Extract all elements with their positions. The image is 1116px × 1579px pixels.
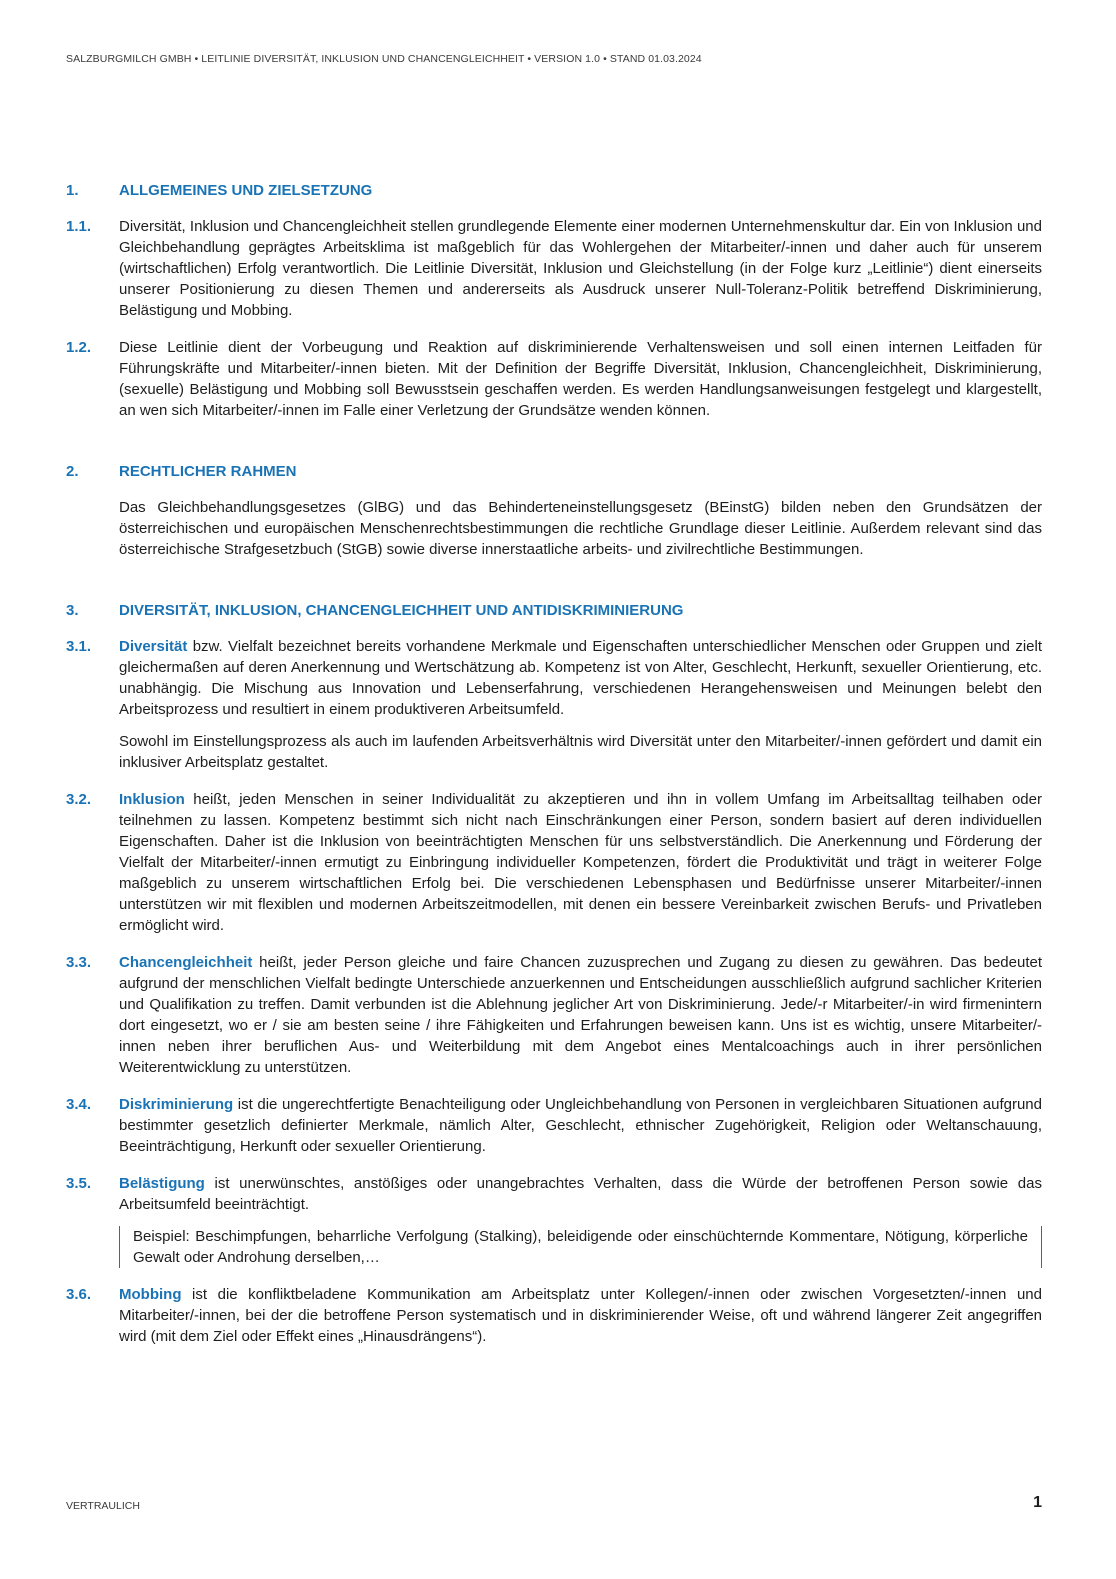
paragraph-1-2 (66, 337, 1042, 421)
paragraph-number: 3.1. (66, 638, 92, 655)
paragraph-extra-text: Sowohl im Einstellungsprozess als auch im laufenden Arbeitsverhältnis wird Diversität unter den Mitarbeiter/-innen gefördert und damit ein inklusiver Arbeitsplatz gestaltet. (119, 733, 1042, 771)
section-2 (66, 461, 1042, 560)
term-inklusion: Inklusion (119, 791, 185, 808)
paragraph-text: Diversität, Inklusion und Chancengleichheit stellen grundlegende Elemente einer modernen Unternehmenskultur dar. Ein von Inklusion und Gleichbehandlung geprägtes Arbeitsklima ist maßgeblich für das Wohlergehen der Mitarbeiter/-innen und daher auch für unserem (wirtschaftlichen) Erfolg verantwortlich. Die Leitlinie Diversität, Inklusion und Gleichstellung (in der Folge kurz „Leitlinie“) dient einerseits unserer Positionierung zu diesen Themen und andererseits als Ausdruck unserer Null-Toleranz-Politik betreffend Diskriminierung, Belästigung und Mobbing. (119, 218, 1042, 319)
section-number: 3. (66, 602, 79, 619)
term-chancengleichheit: Chancengleichheit (119, 954, 253, 971)
paragraph-text (119, 1173, 1042, 1215)
paragraph-3-3 (66, 952, 1042, 1078)
paragraph-text (119, 789, 1042, 936)
section-heading (66, 461, 1042, 483)
paragraph-text (119, 952, 1042, 1078)
section-title: DIVERSITÄT, INKLUSION, CHANCENGLEICHHEIT UND ANTIDISKRIMINIERUNG (119, 602, 684, 619)
paragraph-text: Das Gleichbehandlungsgesetzes (GlBG) und das Behinderteneinstellungsgesetz (BEinstG) bilden neben den Grundsätzen der österreichischen und europäischen Menschenrechtsbestimmungen die rechtliche Grundlage dieser Leitlinie. Außerdem relevant sind das österreichische Strafgesetzbuch (StGB) sowie diverse innerstaatliche arbeits- und zivilrechtliche Bestimmungen. (119, 499, 1042, 558)
paragraph-number: 3.2. (66, 791, 92, 808)
page-number: 1 (1033, 1494, 1042, 1511)
definition-text: heißt, jeden Menschen in seiner Individualität zu akzeptieren und ihn in vollem Umfang im Arbeitsalltag teilhaben oder teilnehmen zu lassen. Kompetenz bestimmt sich nicht nach Einschränkungen einer Person, sondern basiert auf deren individuellen Eigenschaften. Daher ist die Inklusion von beeinträchtigten Menschen für uns selbstverständlich. Die Anerkennung und Förderung der Vielfalt der Mitarbeiter/-innen ermutigt zu Einbringung individueller Kompetenzen, fördert die Produktivität und trägt in weiterer Folge maßgeblich zu unserem wirtschaftlichen Erfolg bei. Die verschiedenen Lebensphasen und Bedürfnisse unserer Mitarbeiter/-innen unterstützen wir mit flexiblen und modernen Arbeitszeitmodellen, mit denen ein bessere Vereinbarkeit zwischen Berufs- und Privatleben ermöglicht wird. (119, 791, 1042, 934)
paragraph-3-4 (66, 1094, 1042, 1157)
term-mobbing: Mobbing (119, 1286, 182, 1303)
paragraph-text: Diese Leitlinie dient der Vorbeugung und Reaktion auf diskriminierende Verhaltensweisen und soll einen internen Leitfaden für Führungskräfte und Mitarbeiter/-innen bieten. Mit der Definition der Begriffe Diversität, Inklusion, Chancengleichheit, Diskriminierung, (sexuelle) Belästigung und Mobbing soll Bewusstsein geschaffen werden. Es werden Handlungsanweisungen festgelegt und klargestellt, an wen sich Mitarbeiter/-innen im Falle einer Verletzung der Grundsätze wenden können. (119, 339, 1042, 419)
definition-text: ist die konfliktbeladene Kommunikation am Arbeitsplatz unter Kollegen/-innen oder zwischen Vorgesetzten/-innen und Mitarbeiter/-innen, bei der die betroffene Person systematisch und in diskriminierender Weise, oft und während längerer Zeit angegriffen wird (mit dem Ziel oder Effekt eines „Hinausdrängens“). (119, 1286, 1042, 1345)
definition-text: ist unerwünschtes, anstößiges oder unangebrachtes Verhalten, dass die Würde der betroffenen Person sowie das Arbeitsumfeld beeinträchtigt. (119, 1175, 1042, 1213)
paragraph-text (119, 1094, 1042, 1157)
section-title: ALLGEMEINES UND ZIELSETZUNG (119, 182, 373, 199)
paragraph-3-5 (66, 1173, 1042, 1268)
paragraph-number: 3.3. (66, 954, 92, 971)
section-heading (66, 600, 1042, 622)
section-heading (66, 180, 1042, 202)
example-box: Beispiel: Beschimpfungen, beharrliche Verfolgung (Stalking), beleidigende oder einschüchternde Kommentare, Nötigung, körperliche Gewalt oder Androhung derselben,… (119, 1226, 1042, 1268)
paragraph-text (119, 636, 1042, 720)
section-number: 2. (66, 463, 79, 480)
paragraph-2 (66, 497, 1042, 560)
section-3 (66, 600, 1042, 1347)
paragraph-number: 3.6. (66, 1286, 92, 1303)
term-diversitaet: Diversität (119, 638, 188, 655)
definition-text: bzw. Vielfalt bezeichnet bereits vorhandene Merkmale und Eigenschaften unterschiedlicher Menschen oder Gruppen und zielt gleichermaßen auf deren Anerkennung und Wertschätzung ab. Kompetenz ist von Alter, Geschlecht, Herkunft, sexueller Orientierung, etc. unabhängig. Die Mischung aus Innovation und Lebenserfahrung, verschiedenen Herangehensweisen und Meinungen belebt den Arbeitsprozess und resultiert in einem produktiveren Arbeitsumfeld. (119, 638, 1042, 718)
section-number: 1. (66, 182, 79, 199)
paragraph-3-6 (66, 1284, 1042, 1347)
definition-text: heißt, jeder Person gleiche und faire Chancen zuzusprechen und Zugang zu diesen zu gewähren. Das bedeutet aufgrund der menschlichen Vielfalt bedingte Unterschiede anzuerkennen und Entscheidungen ausschließlich aufgrund sachlicher Kriterien und Qualifikation zu treffen. Damit verbunden ist die Ablehnung jeglicher Art von Diskriminierung. Jede/-r Mitarbeiter/-in wird firmenintern dort eingesetzt, wo er / sie am besten seine / ihre Fähigkeiten und Erfahrungen beweisen kann. Uns ist es wichtig, unsere Mitarbeiter/-innen neben ihrer beruflichen Aus- und Weiterbildung mit dem Angebot eines Mentalcoachings auch in ihrer persönlichen Weiterentwicklung zu unterstützen. (119, 954, 1042, 1076)
term-diskriminierung: Diskriminierung (119, 1096, 234, 1113)
definition-text: ist die ungerechtfertigte Benachteiligung oder Ungleichbehandlung von Personen in vergleichbaren Situationen aufgrund bestimmter gesetzlich definierter Merkmale, nämlich Alter, Geschlecht, ethnischer Zugehörigkeit, Religion oder Weltanschauung, Beeinträchtigung, Herkunft oder sexueller Orientierung. (119, 1096, 1042, 1155)
paragraph-number (66, 497, 119, 560)
paragraph-3-2 (66, 789, 1042, 936)
page-header: SALZBURGMILCH GMBH • LEITLINIE DIVERSITÄT, INKLUSION UND CHANCENGLEICHHEIT • VERSION 1.0 • STAND 01.03.2024 (66, 53, 702, 65)
paragraph-number: 3.5. (66, 1175, 92, 1192)
paragraph-3-1 (66, 636, 1042, 773)
term-belaestigung: Belästigung (119, 1175, 205, 1192)
paragraph-number: 3.4. (66, 1096, 92, 1113)
paragraph-number: 1.2. (66, 339, 92, 356)
paragraph-1-1 (66, 216, 1042, 321)
document-body (66, 180, 1042, 1387)
confidential-label: VERTRAULICH (66, 1500, 140, 1512)
paragraph-text (119, 1284, 1042, 1347)
section-title: RECHTLICHER RAHMEN (119, 463, 297, 480)
paragraph-number: 1.1. (66, 218, 92, 235)
section-1 (66, 180, 1042, 421)
